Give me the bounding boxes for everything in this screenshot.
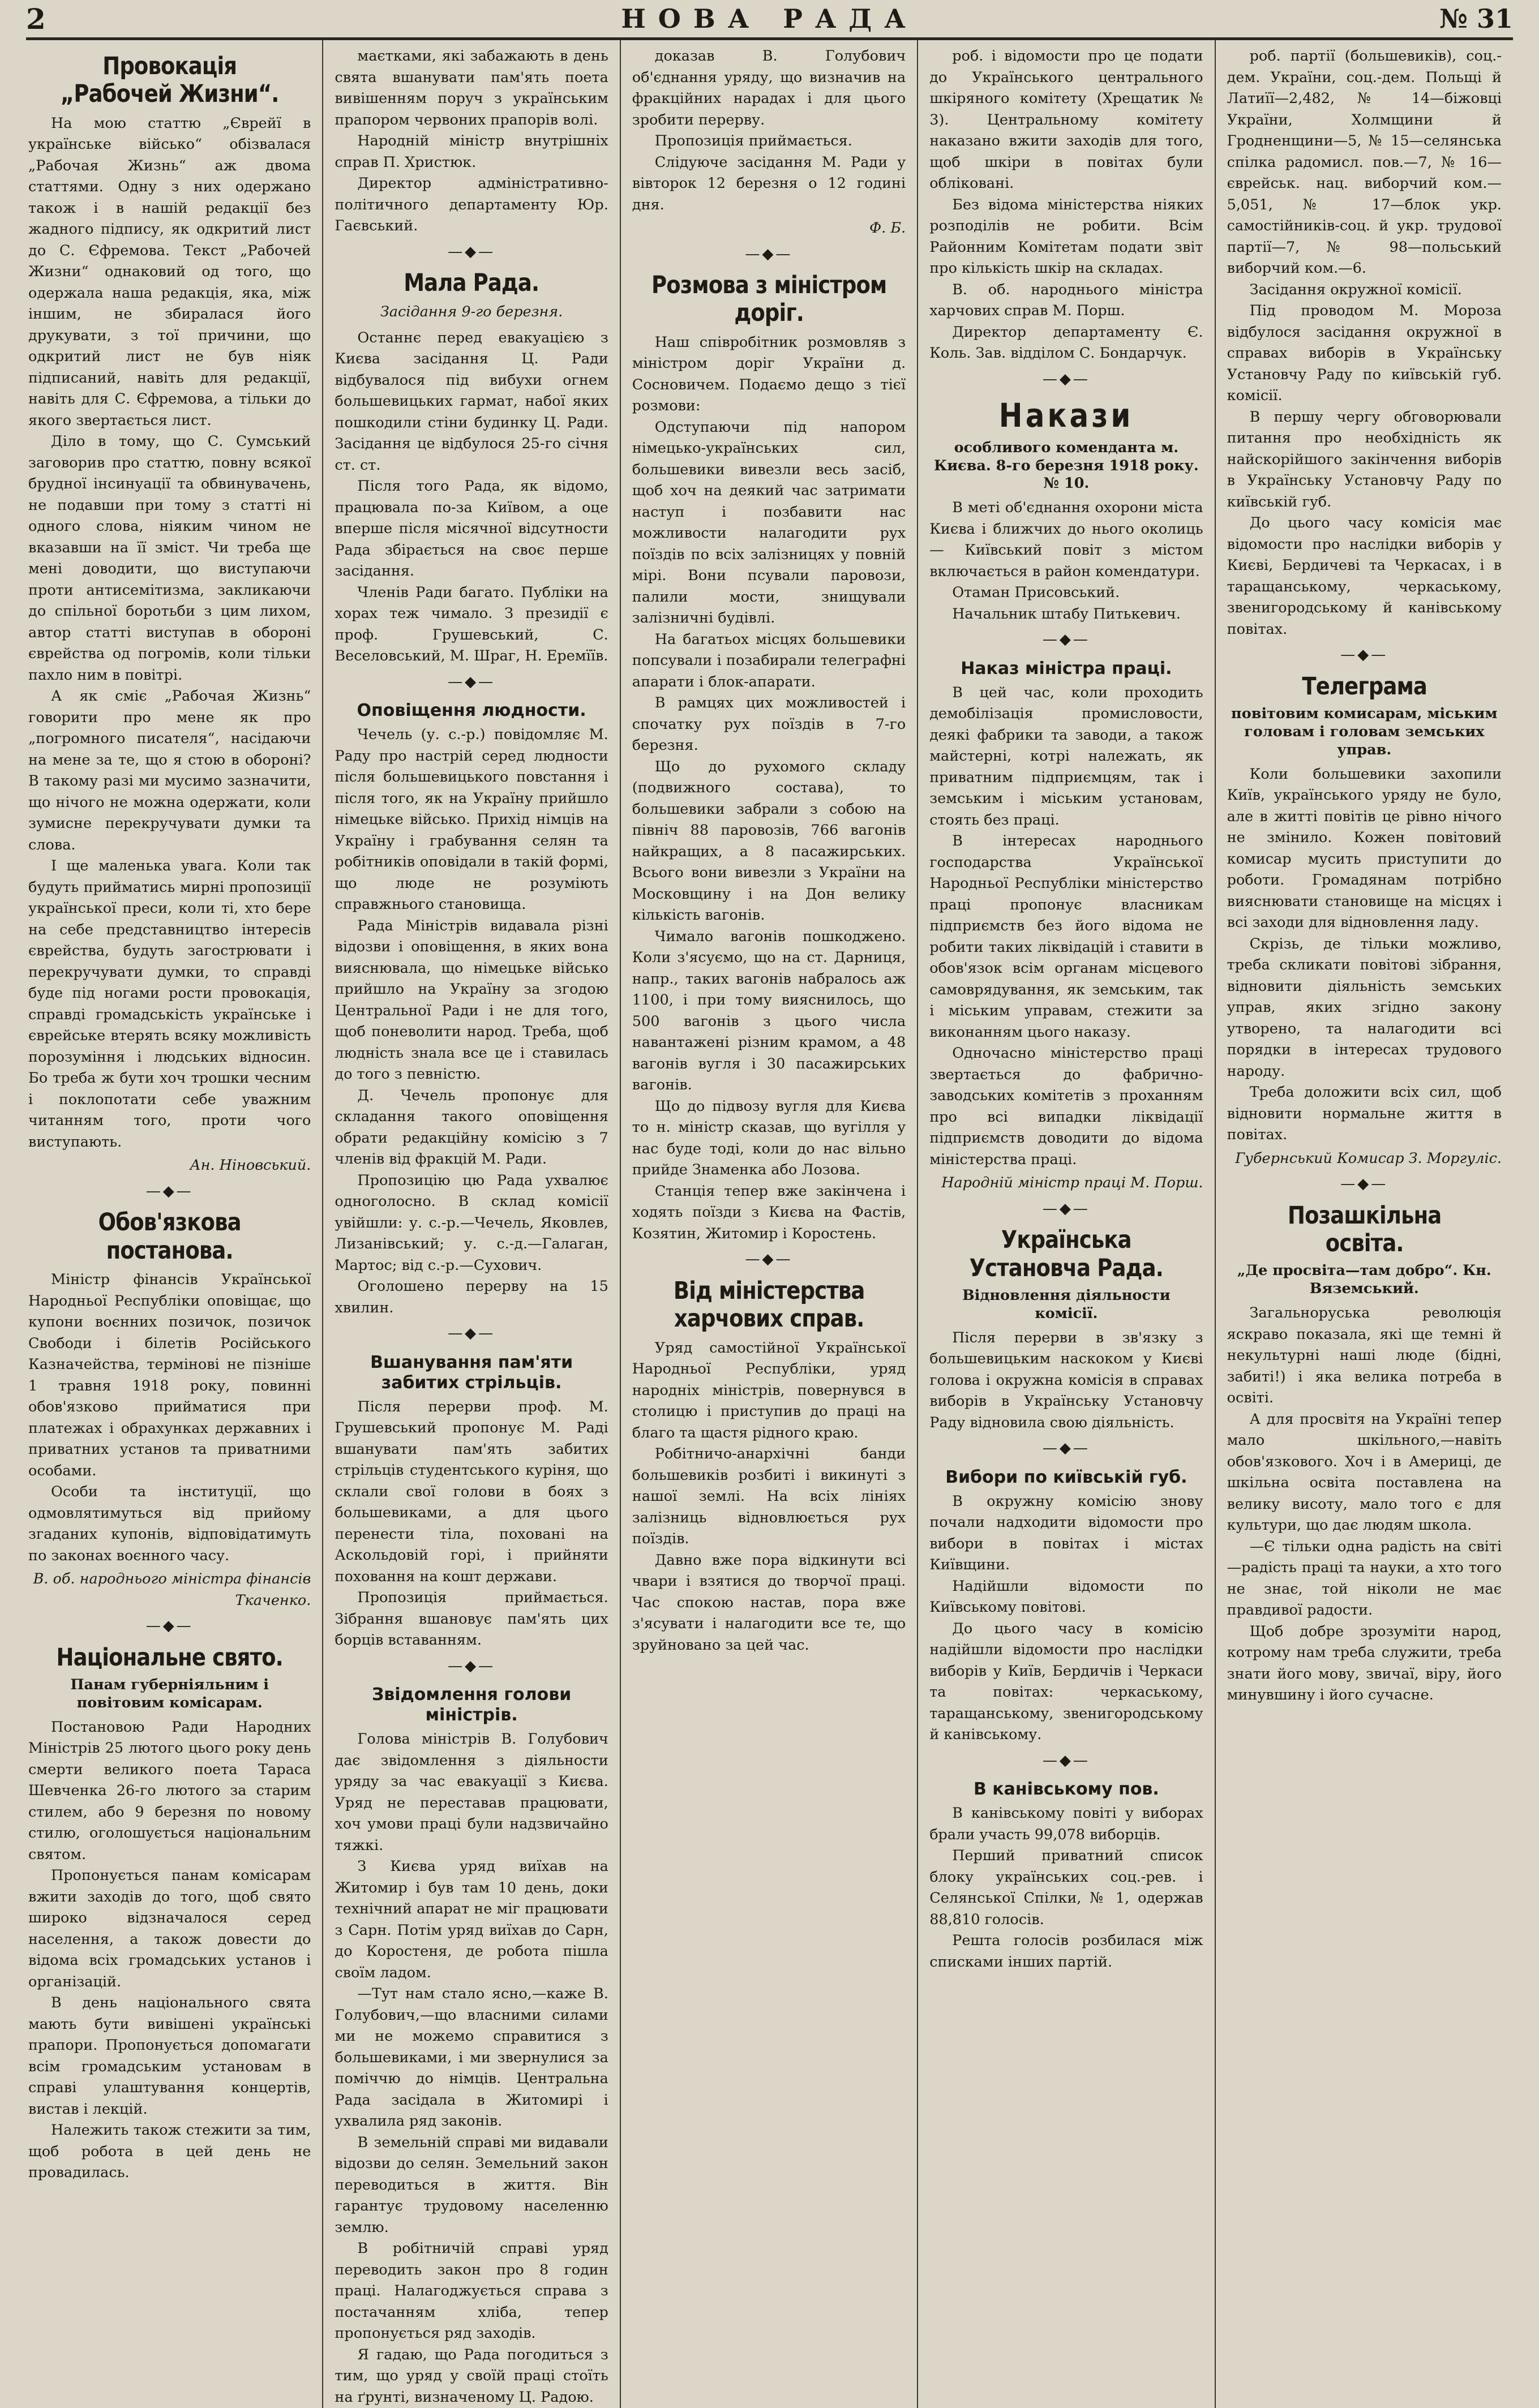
paragraph: Наш співробітник розмовляв з міністром доріг України д. Сосновичем. Подаємо дещо з тієї розмови: [632,333,906,415]
paragraph: Слідуюче засідання М. Ради у вівторок 12 березня о 12 годині дня. [632,153,906,213]
section-ornament: —◆— [448,673,496,690]
article [28,1181,311,1611]
column-3 [621,40,918,2408]
section-ornament: —◆— [1042,1440,1090,1457]
article-headline: Звідомлення голови міністрів. [371,1685,572,1725]
paragraph: Треба доложити всіх сил, щоб відновити нормальне життя в повітах. [1227,1084,1502,1144]
paragraph: роб. і відомости про це подати до Українського центрального шкіряного комітету (Хрещатик № 3). Центральному комітету наказано вжити заходів для того, щоб шкіри в повітах були обліковані. [929,48,1203,192]
paragraph: На мою статтю „Єврейї в українське військо“ обізвалася „Рабочая Жизнь“ аж двома статтями. Одну з них одержано також і в нашій редакції без жадного підпису, як одкритий лист до С. Єфремова. Текст „Рабочей Жизни“ однаковий од того, що одержала наша редакція, яка, між іншим, не збиралася його друкувати, з тої причини, що одкритий лист не був ніяк підписаний, навіть для редакції, навіть для С. Єфремова, а тільки до якого звертається лист. [28,114,311,429]
column-2 [323,40,620,2408]
paragraph: Отаман Присовський. [952,584,1120,602]
section-ornament: —◆— [145,1617,194,1635]
paragraph: Робітничо-анархічні банди большевиків розбиті і викинуті з нашої землі. На всіх лініях залізниць відновлюється рух поїздів. [632,1445,906,1548]
paragraph: І ще маленька увага. Коли так будуть прийматись мирні пропозиції української преси, коли ті, хто бере на себе представництво інтересів єврейства, будуть загострювати і перекручувати думки, то справді буде під ногами рости провокація, справді громадськість українське і єврейське втерять всяку можливість порозуміння і людських відносин. Бо треба ж бути хоч трошки чесним і поклопотати себе уважним читанням того, проти чого виступають. [28,857,311,1151]
article-headline: Українська Установча Рада. [969,1226,1164,1282]
column-5 [1216,40,1513,2408]
paragraph: Пропонується панам комісарам вжити заходів до того, щоб свято широко відзначалося серед населення, а також довести до відома всіх громадських установ і організацій. [28,1867,311,1990]
paragraph: Без відома міністерства ніяких розподілів не робити. Всім Районним Комітетам подати звіт про кількість шкір на складах. [929,196,1203,277]
section-ornament: —◆— [1340,1175,1388,1193]
paragraph: В меті об'єднання охорони міста Києва і ближчих до нього околиць — Київський повіт з містом включається в район комендатури. [929,499,1203,580]
section-ornament: —◆— [448,243,496,260]
article-headline: Оповіщення людности. [357,701,586,721]
paragraph: Народній міністр внутрішніх справ П. Христюк. [335,132,608,171]
columns [26,40,1513,2406]
paragraph: Голова міністрів В. Голубович дає звідомлення з діяльности уряду за час евакуації з Києва. Уряд не переставав працювати, хоч умови праці були надзвичайно тяжкі. [335,1731,608,1854]
article-headline: Обов'язкова постанова. [98,1208,241,1265]
article [1227,46,1502,640]
section-ornament: —◆— [145,1182,194,1200]
paragraph: Пропозиція приймається. Зібрання вшановує пам'ять цих борців вставанням. [335,1589,608,1649]
paragraph: В канівському повіті у виборах брали участь 99,078 виборців. [929,1805,1203,1843]
paragraph: Членів Ради багато. Публіки на хорах теж чимало. З президії є проф. Грушевський, С. Веселовський, М. Шраг, Н. Еремїїв. [335,583,608,665]
article [929,629,1203,1194]
article [335,672,608,1319]
article-headline: Позашкільна освіта. [1287,1201,1441,1257]
article [632,1249,906,1656]
article-deck: Відновлення діяльности комісії. [962,1287,1171,1323]
paragraph: В цей час, коли проходить демобілізація промисловости, деякі фабрики та заводи, а також майстерні, котрі належать, як приватним підприємцям, так і земським і міським установам, стоять без праці. [929,684,1203,829]
paragraph: В робітничій справі уряд переводить закон про 8 годин праці. Налагоджується справа з постачанням хліба, тепер пропонується ряд заходів. [335,2240,608,2342]
paragraph: Коли большевики захопили Київ, українського уряду не було, але в житті повітів це рівно нічого не змінило. Кожен повітовий комисар мусить приступити до роботи. Громадянам потрібно вияснювати становище на місцях і всі заходи для відновлення ладу. [1227,765,1502,932]
article [335,242,608,667]
article [1227,645,1502,1169]
article [632,244,906,1245]
paragraph: Пропозиція приймається. [654,132,852,149]
paragraph: Чечель (у. с.-р.) повідомляє М. Раду про настрій серед людности після большевицького повстання і після того, як на Україну прийшло німецьке військо. Прихід німців на Україну і грабування селян та робітників оповідали в такій формі, що люде не розуміють справжнього становища. [335,726,608,913]
section-ornament: —◆— [448,1325,496,1342]
article [28,1616,311,2184]
paragraph: Міністр фінансів Української Народньої Республіки оповіщає, що купони воєнних позичок, позичок Свободи і білетів Російського Казначейства, термінові не пізніше 1 травня 1918 року, повинні обов'язково прийматися при платежах і обрахунках державних і приватних установ та приватними особами. [28,1271,311,1479]
paragraph: Директор адміністративно-політичного департаменту Юр. Гаєвський. [335,175,608,234]
paragraph: Начальник штабу Питькевич. [952,605,1181,623]
section-ornament: —◆— [1042,1752,1090,1769]
paragraph: А для просвітя на Україні тепер мало шкільного,—навіть обов'язкового. Хоч і в Америці, де шкільна освіта поставлена на велику висоту, мало того є для культури, що дає людям школа. [1227,1410,1502,1534]
paragraph: В день національного свята мають бути вивішені українські прапори. Пропонується допомагати всім громадським установам в справі улаштування концертів, вистав і лекцій. [28,1994,311,2118]
article [929,1750,1203,1973]
paragraph: Засідання окружної комісії. [1249,281,1462,298]
article [632,46,906,239]
article-headline: Накази [998,396,1134,435]
article-deck: Панам губерніяльним і повітовим комісарам. [70,1676,269,1712]
article [929,1438,1203,1746]
article-headline: В канівському пов. [973,1779,1159,1800]
paragraph: Останнє перед евакуацією з Києва засідання Ц. Ради відбувалося під вибухи огнем большевицьких гармат, набої яких пошкодили стіни будинку Ц. Ради. Засідання це відбулося 25-го січня ст. ст. [335,329,608,474]
article [335,1656,608,2408]
article-signature: Народній міністр праці М. Порш. [941,1174,1203,1192]
article-headline: Розмова з міністром доріг. [651,271,887,328]
article-headline: Мала Рада. [404,269,539,297]
paragraph: Одночасно міністерство праці звертається до фабрично-заводських комітетів з проханням про всі випадки ліквідації підприємств доводити до відома міністерства праці. [929,1045,1203,1168]
article [929,46,1203,364]
paragraph: Після перерви проф. М. Грушевський пропонує М. Раді вшанувати пам'ять забитих стрільців студентського куріня, що склали свої голови в боях з большевиками, а для цього перенести тіла, поховані на Аскольдовій горі, і прийняти поховання на кошт держави. [335,1398,608,1585]
article-headline: Вшанування пам'яти забитих стрільців. [370,1352,573,1393]
section-ornament: —◆— [1042,1200,1090,1217]
paragraph: З Києва уряд виїхав на Житомир і був там 10 день, доки технічний апарат не міг працювати з Сарн. Потім уряд виїхав до Сарн, до Коростеня, де робота пішла своїм ладом. [335,1858,608,1981]
article-headline: Національне свято. [56,1643,283,1672]
paragraph: роб. партії (большевиків), соц.-дем. України, соц.-дем. Польщі й Латиїї—2,482, № 14—біжовці України, Холмщини й Гродненщини—5, № 15—селянська спілка радомисл. пов.—7, № 16—єврейськ. нац. виборчий ком.—5,051, № 17—блок укр. самостійників-соц. й укр. трудової партії—7, № 98—польський виборчий ком.—6. [1227,48,1502,277]
article-subheading: Засідання 9-го березня. [380,303,563,321]
paragraph: Решта голосів розбилася між списками інших партій. [929,1932,1203,1971]
paragraph: Станція тепер вже закінчена і ходять поїзди з Києва на Фастів, Козятин, Житомир і Коростень. [632,1182,906,1242]
article [335,1323,608,1651]
paragraph: В першу чергу обговорювали питання про необхідність як найскорійшого закінчення виборів в Українську Установчу Раду по київській губ. [1227,408,1502,510]
section-ornament: —◆— [448,1657,496,1675]
article-signature: В. об. народнього міністра фінансів Ткаченко. [33,1570,311,1609]
issue-number: № 31 [1439,3,1513,34]
paragraph: Що до підвозу вугля для Києва то н. міністр сказав, що вугілля у нас буде тоді, коли до нас вільно прийде Знаменка або Лозова. [632,1097,906,1179]
paragraph: На багатьох місцях большевики попсували і позабирали телеграфні апарати і блок-апарати. [632,630,906,690]
masthead [26,0,1513,40]
paragraph: В окружну комісію знову почали надходити відомости про вибори в повітах і містах Київщини. [929,1492,1203,1574]
article-deck: особливого коменданта м. Києва. 8-го березня 1918 року. № 10. [934,439,1199,492]
section-ornament: —◆— [1042,370,1090,388]
paragraph: Належить також стежити за тим, щоб робота в цей день не провадилась. [28,2122,311,2182]
article-headline: Наказ міністра праці. [961,658,1172,679]
paragraph: Одступаючи під напором німецько-українських сил, большевики вивезли весь засіб, щоб хоч на деякий час затримати наступ і позбавити нас можливости налагодити рух поїздів по всіх залізницях у повній мірі. Вони псували паровози, палили мости, знищували залізничні будівлі. [632,418,906,627]
column-1 [26,40,323,2408]
article-deck: повітовим комисарам, міським головам і головам земських управ. [1231,705,1498,758]
paragraph: Постановою Ради Народних Міністрів 25 лютого цього року день смерти великого поета Тараса Шевченка 26-го лютого за старим стилем, або 9 березня по новому стилю, оголошується національним святом. [28,1718,311,1863]
paragraph: Директор департаменту Є. Коль. Зав. відділом С. Бондарчук. [929,323,1203,362]
paragraph: Щоб добре зрозуміти народ, котрому нам треба служити, треба знати його мову, звичаї, віру, його минувшину і його сучасне. [1227,1622,1502,1704]
paragraph: До цього часу в комісію надійшли відомости про наслідки виборів у Київ, Бердичів і Черкаси та повітах: черкаському, таращанському, звенигородському й канівському. [929,1620,1203,1744]
paragraph: В рамцях цих можливостей і спочатку рух поїздів в 7-го березня. [632,694,906,754]
article [929,369,1203,625]
article-signature: Ан. Ніновський. [190,1157,311,1174]
paragraph: Загальноруська революція яскраво показала, які ще темні й некультурні наші люде (бідні, забиті!) і яка велика потреба в освіті. [1227,1304,1502,1407]
paragraph: До цього часу комісія має відомости про наслідки виборів у Києві, Бердичеві та Черкасах, і в таращанському, черкаському, звенигородському й канівському повітах. [1227,514,1502,638]
paragraph: Діло в тому, що С. Сумський заговорив про статтю, повну всякої брудної інсинуації та обвинувачень, не подавши при тому з статті ні одного слова, ніяким чином не вказавши на її зміст. Чи треба ще мені доводити, що виступаючи проти антисемітизма, закликаючи до спільної боротьби з цим лихом, автор статті виступав в обороні єврейства од погромів, коли тільки пахло ним в повітрі. [28,433,311,684]
paragraph: маєтками, які забажають в день свята вшанувати пам'ять поета вивішенням поруч з українським прапором червоних прапорів волі. [335,48,608,128]
paragraph: Я гадаю, що Рада погодиться з тим, що уряд у своїй праці стоїть на ґрунті, визначеному Ц. Радою. [335,2346,608,2406]
paragraph: —Тут нам стало ясно,—каже В. Голубович,—що власними силами ми не можемо справитися з большевиками, і ми звернулися за поміччю до німців. Центральна Рада засідала в Житомирі і ухвалила ряд законів. [335,1985,608,2130]
paragraph: доказав В. Голубович об'єднання уряду, що визначив на фракційних нарадах і для цього зробити перерву. [632,48,906,128]
paragraph: Після перерви в зв'язку з большевицьким наскоком у Києві голова і окружна комісія в справах виборів в Українську Установчу Раду відновила свою діяльність. [929,1329,1203,1431]
paragraph: В земельній справі ми видавали відозви до селян. Земельний закон переводиться в життя. Він гарантує трудовому населенню землю. [335,2134,608,2236]
paragraph: В. об. народнього міністра харчових справ М. Порш. [929,281,1203,319]
paragraph: Особи та інституції, що одмовлятимуться від прийому згаданих купонів, відповідатимуть по законах воєнного часу. [28,1483,311,1564]
paragraph: В інтересах народнього господарства Української Народньої Республіки міністерство праці пропонує власникам підприємств без його відома не робити таких ліквідацій і ставити в обов'язок всім органам місцевого самоврядування, як земським, так і міським управам, стежити за виконанням цього наказу. [929,832,1203,1041]
paragraph: —Є тільки одна радість на світі—радість праці та науки, а хто того не знає, той ніколи не має правдивої радости. [1227,1538,1502,1619]
page-number: 2 [26,2,46,36]
paragraph: Рада Міністрів видавала різні відозви і оповіщення, в яких вона вияснювала, що німецьке військо прийшло на Україну за згодою Центральної Ради і не для того, щоб поневолити народ. Треба, щоб людність знала все це і ставилась до того з певністю. [335,917,608,1083]
paragraph: Надійшли відомости по Київському повітові. [929,1577,1203,1616]
paragraph: Давно вже пора відкинути всі чвари і взятися до творчої праці. Час спокою настав, пора вже з'ясувати і налагодити все те, що зруйновано за цей час. [632,1551,906,1654]
paragraph: Д. Чечель пропонує для складання такого оповіщення обрати редакційну комісію з 7 членів від фракцій М. Ради. [335,1087,608,1168]
section-ornament: —◆— [1340,646,1388,663]
article-signature: Губернський Комисар З. Моргуліс. [1235,1149,1502,1167]
article [28,53,311,1177]
paragraph: Оголошено перерву на 15 хвилин. [335,1278,608,1316]
paragraph: Скрізь, де тільки можливо, треба скликати повітові зібрання, відновити діяльність земських управ, яких згідно закону утворено, та налагодити всі порядки в інтересах трудового народу. [1227,935,1502,1080]
article-headline: Від міністерства харчових справ. [673,1276,865,1333]
paragraph: Що до рухомого складу (подвижного состава), то большевики забрали з собою на північ 88 паровозів, 766 вагонів найкращих, а 8 пасажирських. Всього вони вивезли з України на Московщину і на Дон велику кількість вагонів. [632,758,906,924]
paragraph: Під проводом М. Мороза відбулося засідання окружної в справах виборів в Українську Установчу Раду по київській губ. комісії. [1227,302,1502,404]
article-headline: Провокація „Рабочей Жизни“. [60,52,279,109]
paragraph: Після того Рада, як відомо, працювала по-за Київом, а оце вперше після місячної відсутности Рада збірається на своє перше засідання. [335,478,608,580]
paragraph: Перший приватний список блоку українських соц.-рев. і Селянської Спілки, № 1, одержав 88,810 голосів. [929,1847,1203,1928]
paragraph: Уряд самостійної Української Народньої Республіки, уряд народніх міністрів, повернувся в столицю і приступив до праці на благо та щастя рідного краю. [632,1339,906,1441]
paragraph: Пропозицію цю Рада ухвалює одноголосно. В склад комісії увійшли: у. с.-р.—Чечель, Яковлев, Лизанівський; у. с.-д.—Галаган, Мартос; від с.-р.—Сухович. [335,1171,608,1274]
article-headline: Телеграма [1301,672,1427,701]
section-ornament: —◆— [1042,631,1090,649]
article-headline: Вибори по київській губ. [945,1467,1188,1487]
article [929,1199,1203,1434]
section-ornament: —◆— [745,245,793,263]
paragraph: Чимало вагонів пошкоджено. Коли з'ясуємо, що на ст. Дарниця, напр., таких вагонів набралось аж 1100, і при тому вияснилось, що 500 вагонів з цього числа навантажені різним крамом, а 48 вагонів вугля і 30 пасажирських вагонів. [632,928,906,1094]
article [1227,1174,1502,1706]
article-deck: „Де просвіта—там добро“. Кн. Вяземський. [1237,1262,1491,1298]
article [335,46,608,237]
column-4 [918,40,1215,2408]
paragraph: А як сміє „Рабочая Жизнь“ говорити про мене як про „погромного писателя“, насідаючи на мене за те, що я стою в обороні? В такому разі ми мусимо зазначити, що нічого не можна одержати, коли зумисне перекручувати думки та слова. [28,688,311,853]
article-signature: Ф. Б. [869,220,906,237]
newspaper-title: НОВА РАДА [621,3,918,34]
section-ornament: —◆— [745,1251,793,1268]
